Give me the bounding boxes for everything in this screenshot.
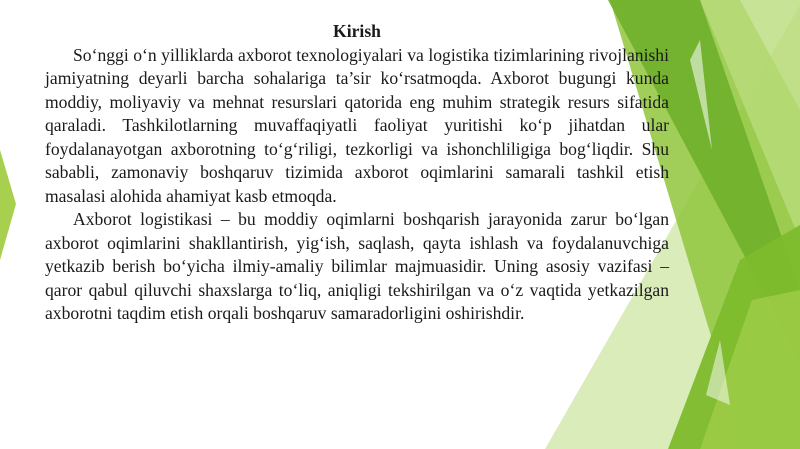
paragraph-intro: So‘nggi o‘n yilliklarda axborot texnologiyalari va logistika tizimlarining rivojlanishi jamiyatning deyarli barcha sohalariga ta’sir ko‘rsatmoqda. Axborot bugungi kunda moddiy, moliyaviy va mehnat resurslari qatorida eng muhim strategik resurs sifatida qaraladi. Tashkilotlarning muvaffaqiyatli faoliyat yuritishi ko‘p jihatdan ular foydalanayotgan axborotning to‘g‘riligi, tezkorligi va ishonchliligiga bog‘liqdir. Shu sababli, zamonaviy boshqaruv tizimida axborot oqimlarini samarali tashkil etish masalasi alohida ahamiyat kasb etmoqda. xyxy=(45,44,669,206)
slide-title: Kirish xyxy=(333,21,381,41)
left-accent-shape xyxy=(0,150,16,260)
slide-content xyxy=(45,20,669,326)
paragraph-information-logistics: Axborot logistikasi – bu moddiy oqimlarni boshqarish jarayonida zarur bo‘lgan axborot oqimlarini shakllantirish, yig‘ish, saqlash, qayta ishlash va foydalanuvchiga yetkazib berish bo‘yicha ilmiy-amaliy bilimlar majmuasidir. Uning asosiy vazifasi – qaror qabul qiluvchi shaxslarga to‘liq, aniqligi tekshirilgan va o‘z vaqtida yetkazilgan axborotni taqdim etish orqali boshqaruv samaradorligini oshirishdir. xyxy=(45,209,669,323)
